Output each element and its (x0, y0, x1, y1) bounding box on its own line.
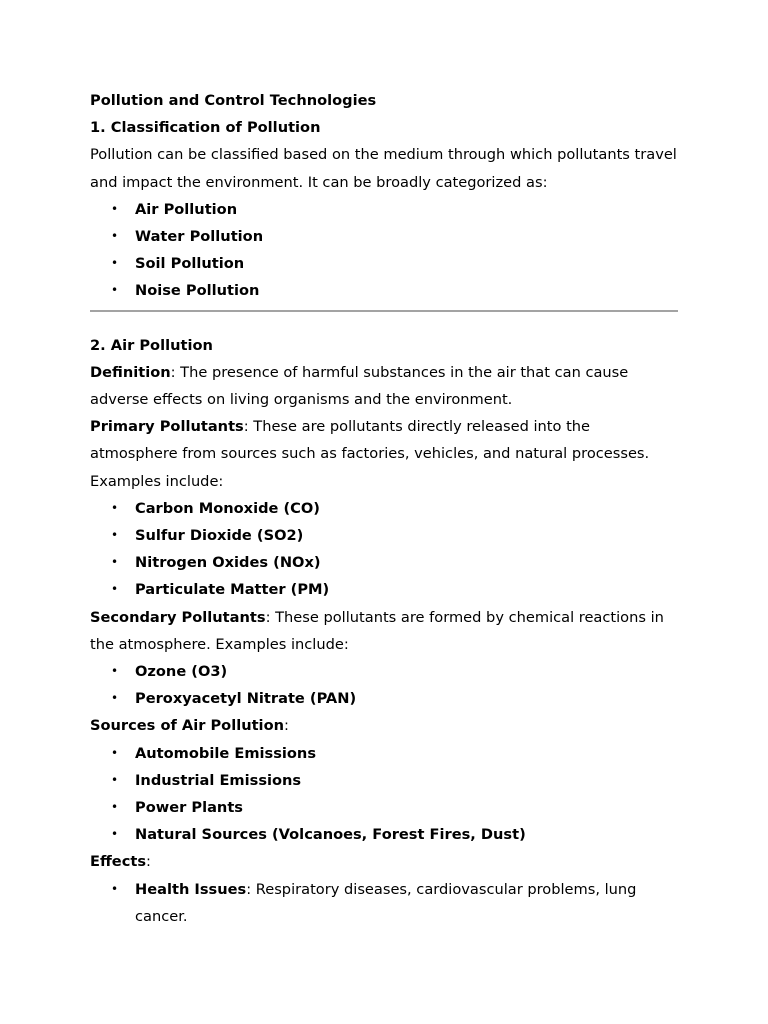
secondary-pollutants-list (90, 658, 680, 712)
primary-pollutants-list (90, 495, 680, 604)
section-divider (90, 310, 678, 312)
bullet-icon: • (111, 201, 119, 216)
list-item: • Ozone (O3) (90, 658, 680, 685)
list-item: • Particulate Matter (PM) (90, 576, 680, 603)
bullet-icon: • (111, 664, 119, 679)
bullet-icon: • (111, 555, 119, 570)
effects-list (90, 876, 680, 930)
list-item: • Noise Pollution (90, 277, 680, 304)
section-2-heading: 2. Air Pollution (90, 336, 213, 354)
bullet-icon: • (111, 229, 119, 244)
bullet-icon: • (111, 800, 119, 815)
pollution-types-list (90, 196, 680, 305)
primary-pollutants-paragraph: Primary Pollutants: These are pollutants directly released into the atmosphere from sources such as factories, vehicles, and natural processes. Examples include: (90, 418, 650, 490)
bullet-icon: • (111, 827, 119, 842)
list-item: • Peroxyacetyl Nitrate (PAN) (90, 685, 680, 712)
bullet-icon: • (111, 772, 119, 787)
list-item: • Sulfur Dioxide (SO2) (90, 522, 680, 549)
bullet-icon: • (111, 528, 119, 543)
list-item: • Industrial Emissions (90, 767, 680, 794)
bullet-icon: • (111, 745, 119, 760)
document-page (90, 87, 680, 930)
list-item: • Natural Sources (Volcanoes, Forest Fires, Dust) (90, 821, 680, 848)
bullet-icon: • (111, 256, 119, 271)
section-1-intro: Pollution can be classified based on the medium through which pollutants travel and impact the environment. It can be broadly categorized as: (90, 146, 677, 191)
definition-paragraph: Definition: The presence of harmful substances in the air that can cause adverse effects on living organisms and the environment. (90, 363, 629, 409)
list-item: • Air Pollution (90, 196, 680, 223)
list-item: • Nitrogen Oxides (NOx) (90, 549, 680, 576)
bullet-icon: • (111, 500, 119, 515)
sources-paragraph: Sources of Air Pollution: (90, 717, 289, 735)
section-1-heading: 1. Classification of Pollution (90, 119, 321, 137)
sources-list (90, 740, 680, 849)
list-item: • Automobile Emissions (90, 740, 680, 767)
bullet-icon: • (111, 283, 119, 298)
list-item: • Water Pollution (90, 223, 680, 250)
document-title: Pollution and Control Technologies (90, 92, 377, 109)
list-item: • Health Issues: Respiratory diseases, cardiovascular problems, lung cancer. (90, 876, 680, 930)
effects-paragraph: Effects: (90, 853, 151, 871)
bullet-icon: • (111, 582, 119, 597)
bullet-icon: • (111, 881, 119, 896)
bullet-icon: • (111, 691, 119, 706)
list-item: • Soil Pollution (90, 250, 680, 277)
list-item: • Carbon Monoxide (CO) (90, 495, 680, 522)
list-item: • Power Plants (90, 794, 680, 821)
secondary-pollutants-paragraph: Secondary Pollutants: These pollutants are formed by chemical reactions in the atmosphere. Examples include: (90, 608, 664, 653)
